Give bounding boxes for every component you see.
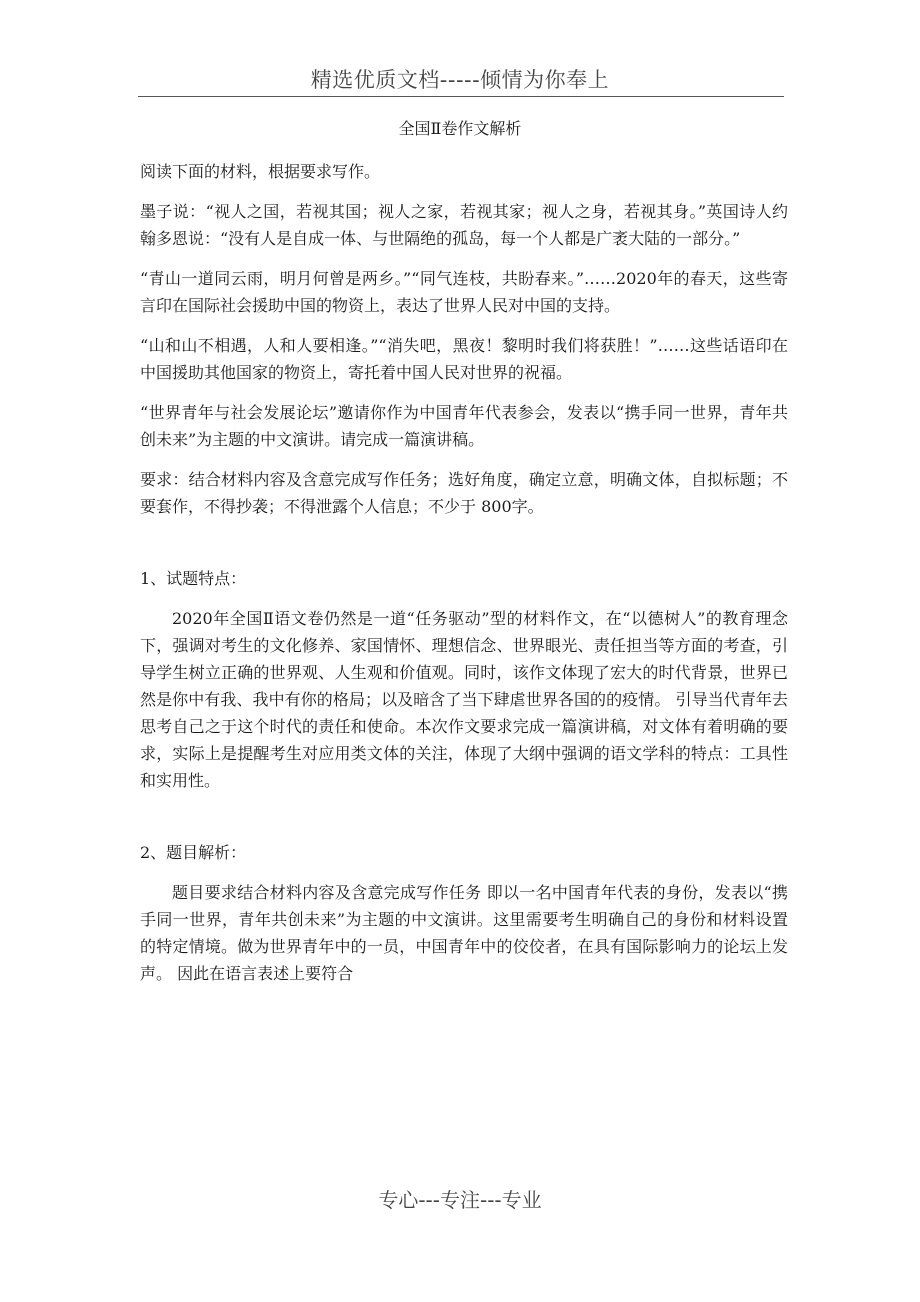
requirements-paragraph: 要求：结合材料内容及含意完成写作任务；选好角度，确定立意，明确文体，自拟标题；不要套作，不得抄袭；不得泄露个人信息；不少于 800字。 [140, 470, 788, 516]
document-title: 全国Ⅱ卷作文解析 [398, 119, 522, 138]
material-paragraph-3: “山和山不相遇，人和人要相逢。”“消失吧，黑夜！黎明时我们将获胜！”……这些话语印在中国援助其他国家的物资上，寄托着中国人民对世界的祝福。 [140, 336, 788, 382]
page-footer: 专心---专注---专业 [378, 1188, 542, 1212]
document-body [140, 158, 788, 1000]
task-paragraph: “世界青年与社会发展论坛”邀请你作为中国青年代表参会，发表以“携手同一世界，青年共创未来”为主题的中文演讲。请完成一篇演讲稿。 [140, 403, 788, 449]
section-1-title: 1、试题特点： [140, 569, 247, 588]
material-paragraph-1: 墨子说：“视人之国，若视其国；视人之家，若视其家；视人之身，若视其身。”英国诗人约翰多恩说：“没有人是自成一体、与世隔绝的孤岛，每一个人都是广袤大陆的一部分。” [140, 202, 788, 248]
section-2-title: 2、题目解析： [140, 843, 247, 862]
material-paragraph-2: “青山一道同云雨，明月何曾是两乡。”“同气连枝，共盼春来。”……2020年的春天，这些寄言印在国际社会援助中国的物资上，表达了世界人民对中国的支持。 [140, 269, 788, 315]
page-header: 精选优质文档-----倾情为你奉上 [310, 68, 610, 92]
section-2-body: 题目要求结合材料内容及含意完成写作任务 即以一名中国青年代表的身份，发表以“携手同一世界，青年共创未来”为主题的中文演讲。这里需要考生明确自己的身份和材料设置的特定情境。做为世界青年中的一员，中国青年中的佼佼者，在具有国际影响力的论坛上发声。 因此在语言表述上要符合 [140, 883, 788, 983]
header-divider [138, 96, 784, 97]
intro-paragraph: 阅读下面的材料，根据要求写作。 [140, 162, 381, 181]
section-1-body: 2020年全国Ⅱ语文卷仍然是一道“任务驱动”型的材料作文，在“以德树人”的教育理念下，强调对考生的文化修养、家国情怀、理想信念、世界眼光、责任担当等方面的考查，引导学生树立正确的世界观、人生观和价值观。同时，该作文体现了宏大的时代背景，世界已然是你中有我、我中有你的格局；以及暗含了当下肆虐世界各国的的疫情。 引导当代青年去思考自己之于这个时代的责任和使命。本次作文要求完成一篇演讲稿，对文体有着明确的要求，实际上是提醒考生对应用类文体的关注，体现了大纲中强调的语文学科的特点：工具性和实用性。 [140, 609, 788, 790]
